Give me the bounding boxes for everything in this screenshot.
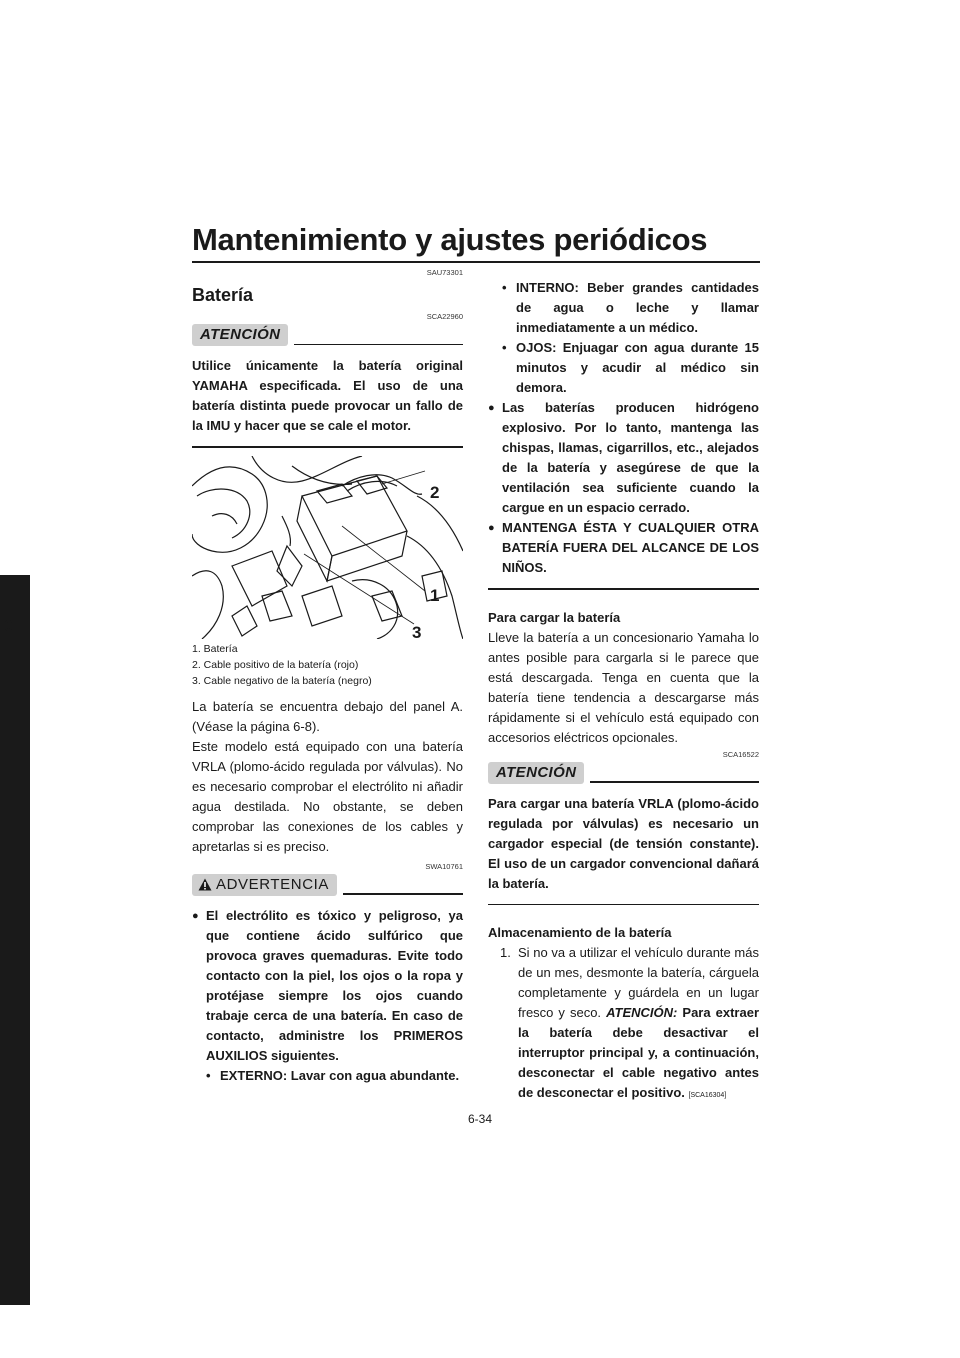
callout-1: 1 [430, 585, 440, 605]
notice1-code: SCA22960 [426, 312, 463, 321]
chapter-number: 6 [4, 618, 13, 635]
intro-paragraph-2: Este modelo está equipado con una batería VRLA (plomo-ácido regulada por válvulas). No es necesario comprobar el electrólito ni añadir agua destilada. No obstante, se deben comprobar las conexiones de los cables y apretarlas si es preciso. [192, 738, 463, 854]
warning-sub-1: • EXTERNO: Lavar con agua abundante. [206, 1067, 460, 1083]
storage-step-1: 1. Si no va a utilizar el vehículo durante más de un mes, desmonte la batería, cárguela completamente y guárdela en un lugar fresco y seco. ATENCIÓN: Para extraer la batería debe desactivar el interruptor principal y, a continuación, desconectar el cable negativo antes de desconectar el positivo. [SCA16304] [500, 945, 759, 1100]
notice2-label: ATENCIÓN [488, 762, 584, 784]
right-column [488, 278, 759, 1106]
charging-title: Para cargar la batería [488, 609, 621, 625]
notice1-bottom-rule [192, 446, 463, 448]
bullet-dot-icon: ● [488, 402, 495, 414]
title-rule [192, 261, 760, 263]
charging-text: Lleve la batería a un concesionario Yamaha lo antes posible para cargarla si le parece que está descargada. Tenga en cuenta que la batería tiene tendencia a descargarse más rápidamente si el vehículo está equipado con accesorios eléctricos opcionales. [488, 629, 759, 745]
section-code: SAU73301 [426, 268, 463, 277]
bullet-dot-icon: ● [192, 909, 199, 922]
warning-banner [192, 874, 463, 896]
notice2-banner [488, 762, 759, 784]
warning-code: SWA10761 [425, 861, 463, 871]
storage-title: Almacenamiento de la batería [488, 925, 672, 940]
battery-figure [192, 456, 463, 639]
warning-triangle-icon [198, 878, 212, 891]
notice1-banner [192, 324, 463, 346]
warning-bottom-rule [488, 588, 759, 590]
storage-attention-code: [SCA16304] [688, 1092, 727, 1099]
notice1-label: ATENCIÓN [192, 324, 288, 346]
page-number: 6-34 [467, 1112, 493, 1126]
bullet-dot-icon: ● [488, 522, 495, 534]
warning-label: ADVERTENCIA [216, 875, 330, 893]
notice2-bottom-rule [488, 904, 759, 906]
warning-sub-2: • INTERNO: Beber grandes cantidades de agua o leche y llamar inmediatamente a un médico. [502, 280, 759, 335]
warning-bullet-1: ● El electrólito es tóxico y peligroso, ya que contiene ácido sulfúrico que provoca graves quemaduras. Evite todo contacto con la piel, los ojos o la ropa y protéjase siempre los ojos cuando trabaje cerca de una batería. En caso de contacto, administre los PRIMEROS AUXILIOS siguientes. [192, 906, 463, 1066]
warning-sub-3: • OJOS: Enjuagar con agua durante 15 minutos y acudir al médico sin demora. [502, 340, 759, 395]
warning-bullet-3: ● MANTENGA ÉSTA Y CUALQUIER OTRA BATERÍA FUERA DEL ALCANCE DE LOS NIÑOS. [488, 518, 759, 578]
page-title: Mantenimiento y ajustes periódicos [192, 222, 708, 257]
left-column [192, 268, 463, 1086]
caption-3: 3. Cable negativo de la batería (negro) [192, 674, 372, 687]
storage-attention-label: ATENCIÓN: [606, 1005, 678, 1020]
callout-3: 3 [412, 622, 422, 639]
notice2-text: Para cargar una batería VRLA (plomo-ácido regulada por válvulas) es necesario un cargador especial (de tensión constante). El uso de un cargador convencional dañará la batería. [488, 795, 759, 891]
figure-captions [192, 641, 463, 689]
intro-paragraph-1: La batería se encuentra debajo del panel A. (Véase la página 6-8). [192, 698, 463, 734]
warning-bullet-2: ● Las baterías producen hidrógeno explosivo. Por lo tanto, mantenga las chispas, llamas, cigarrillos, etc., alejados de la batería y asegúrese de que la ventilación sea suficiente cuando la cargue en un espacio cerrado. [488, 398, 759, 518]
notice1-text: Utilice únicamente la batería original YAMAHA especificada. El uso de una batería distinta puede provocar un fallo de la IMU y hacer que se cale el motor. [192, 358, 463, 433]
chapter-tab [0, 575, 30, 1305]
storage-step-text: Si no va a utilizar el vehículo durante más de un mes, desmonte la batería, cárguela completamente y guárdela en un lugar fresco y seco. [518, 945, 759, 1020]
storage-attention-text: Para extraer la batería debe desactivar el interruptor principal y, a continuación, desconectar el cable negativo antes de desconectar el positivo. [518, 1005, 759, 1100]
caption-2: 2. Cable positivo de la batería (rojo) [192, 658, 359, 671]
battery-illustration [192, 456, 463, 639]
callout-2: 2 [430, 482, 440, 502]
section-title: Batería [192, 285, 254, 305]
warning-label-box [192, 874, 337, 896]
caption-1: 1. Batería [192, 642, 238, 655]
notice2-code: SCA16522 [722, 749, 759, 759]
